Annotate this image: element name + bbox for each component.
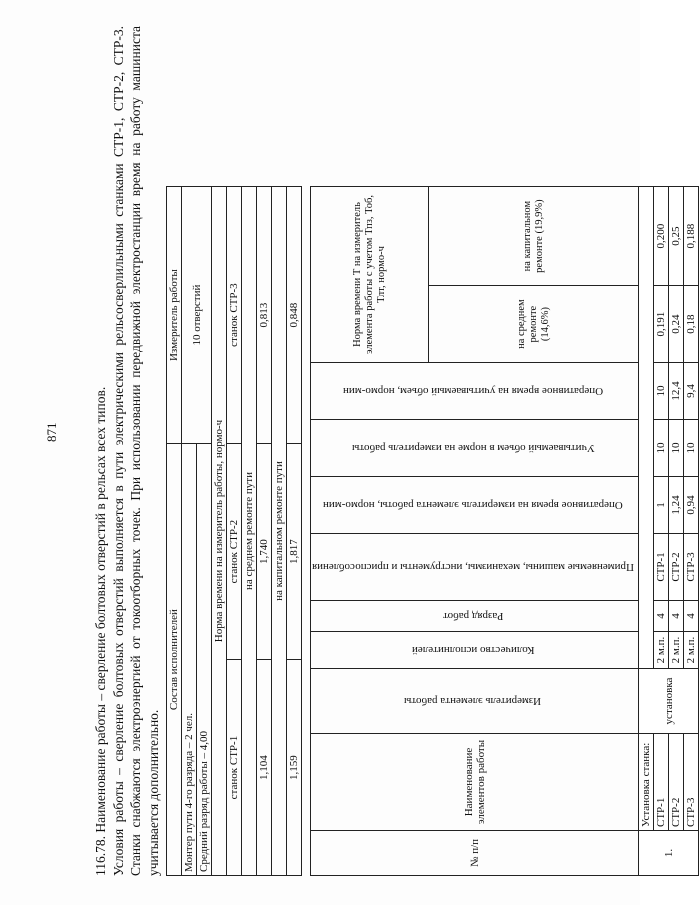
- col-machines: Применяемые машины, механизмы, инструменты и приспособления: [311, 534, 639, 601]
- work-conditions: Условия работы – сверление болтовых отверстий выполняется в пути электрическими рельсосверлильными станками СТР-1, СТР-2, СТР-3. Станки снабжаются электроэнергией от токоотборных точек. При использовании передвижной электростанции время на работу машиниста учитывается дополнительно.: [110, 26, 161, 876]
- medium-value-3: 0,813: [257, 187, 272, 444]
- row-title: Установка станка:: [639, 734, 654, 831]
- capital-value-1: 1,159: [287, 660, 302, 876]
- col-op-time-vol: Оперативное время на учитываемый объем, нормо-мин: [311, 363, 639, 420]
- crew-header: Состав исполнителей: [167, 444, 182, 876]
- col-norm-capital: на капитальном ремонте (19,9%): [429, 187, 639, 286]
- norm-header: Норма времени на измеритель работы, нормо-ч: [212, 187, 227, 876]
- col-volume: Учитываемый объем в норме на измеритель работы: [311, 420, 639, 477]
- elements-table: [310, 186, 699, 876]
- medium-value-1: 1,104: [257, 660, 272, 876]
- col-meter: Измеритель элемента работы: [311, 669, 639, 734]
- table-row: СТР-1 2 м.п. 4 СТР-1 1 10 10 0,191 0,200: [654, 187, 669, 876]
- row-meter: установка: [639, 669, 699, 734]
- medium-value-2: 1,740: [257, 444, 272, 660]
- col-norm-t: Норма времени Т на измеритель элемента работы с учетом Тпз, Тоб, Тлт, нормо-ч: [311, 187, 429, 363]
- rotated-content: [92, 26, 697, 876]
- col-num: № п/п: [311, 831, 639, 876]
- table-row: СТР-2 2 м.п. 4 СТР-2 1,24 10 12,4 0,24 0,25: [669, 187, 684, 876]
- col-grade: Разряд работ: [311, 601, 639, 632]
- col-norm-medium: на среднем ремонте (14,6%): [429, 286, 639, 363]
- col-op-time-elem: Оперативное время на измеритель элемента работы, нормо-мин: [311, 477, 639, 534]
- capital-value-3: 0,848: [287, 187, 302, 444]
- page-number: 871: [44, 422, 59, 442]
- col-count: Количество исполнителей: [311, 632, 639, 669]
- col-name: Наименование элементов работы: [311, 734, 639, 831]
- average-grade: Средний разряд работы – 4,00: [197, 444, 212, 876]
- norm-summary-table: [166, 186, 302, 876]
- machine-2: станок СТР-2: [227, 444, 242, 660]
- meter-header: Измеритель работы: [167, 187, 182, 444]
- row-number: 1.: [639, 831, 699, 876]
- capital-repair-label: на капитальном ремонте пути: [272, 187, 287, 876]
- machine-1: станок СТР-1: [227, 660, 242, 876]
- meter-value: 10 отверстий: [182, 187, 212, 444]
- work-title: 116.78. Наименование работы – сверление болтовых отверстий в рельсах всех типов.: [93, 386, 108, 876]
- medium-repair-label: на среднем ремонте пути: [242, 187, 257, 876]
- capital-value-2: 1,817: [287, 444, 302, 660]
- table-row: СТР-3 2 м.п. 4 СТР-3 0,94 10 9,4 0,18 0,188: [684, 187, 699, 876]
- crew-member: Монтер пути 4-го разряда – 2 чел.: [182, 444, 197, 876]
- machine-3: станок СТР-3: [227, 187, 242, 444]
